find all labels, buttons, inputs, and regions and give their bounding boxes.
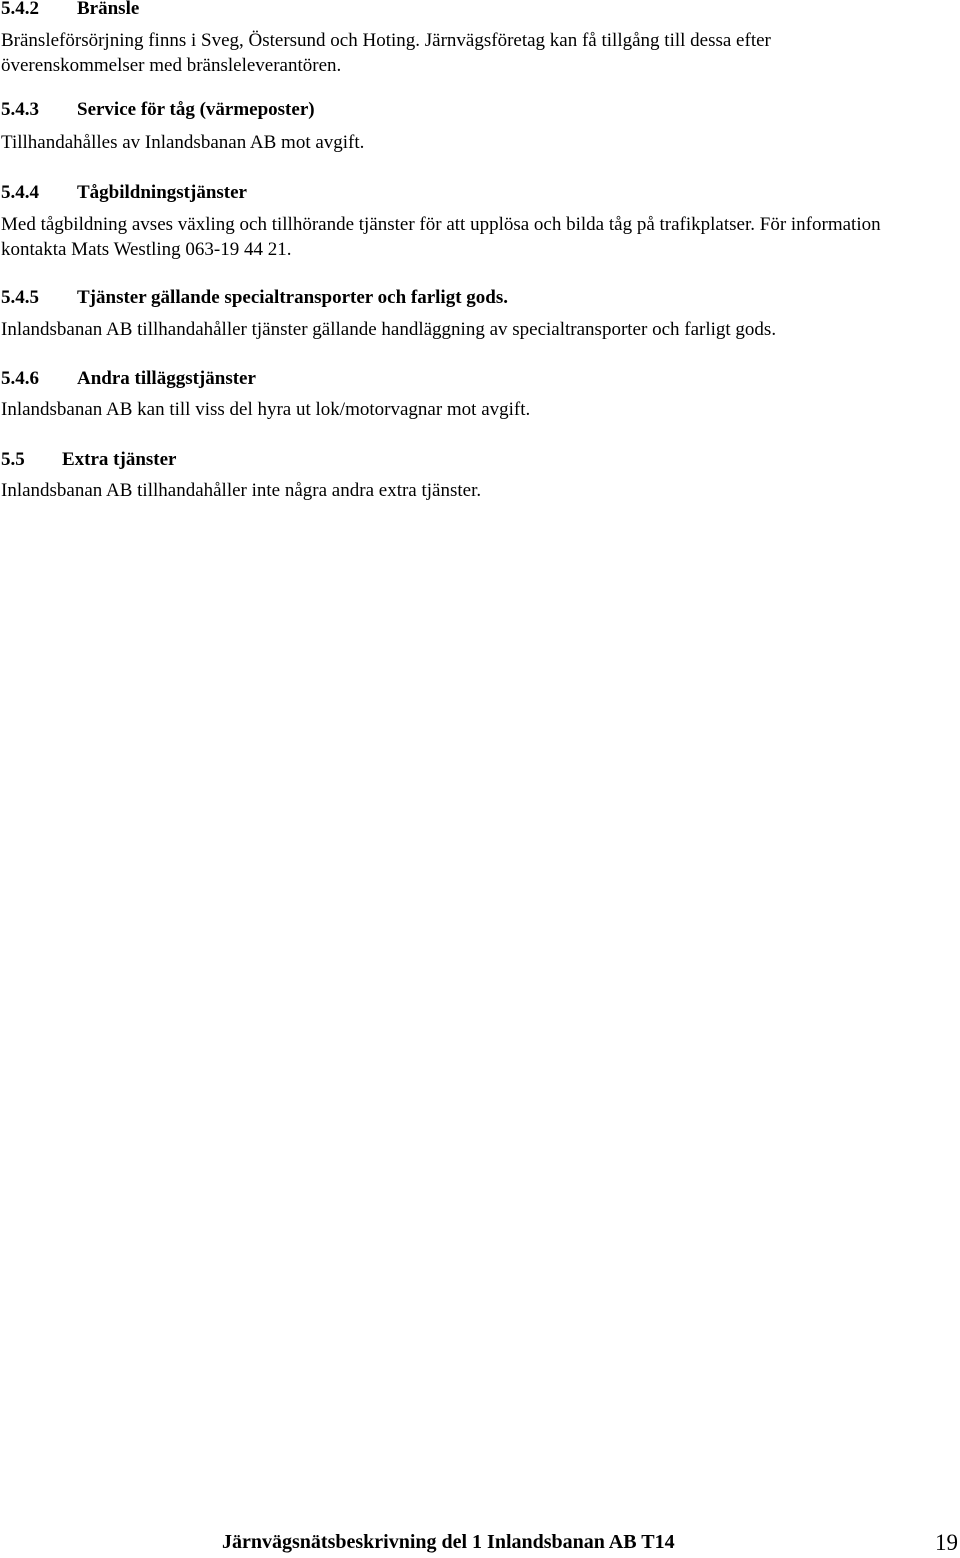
section-body: Bränsleförsörjning finns i Sveg, Östersund och Hoting. Järnvägsföretag kan få tillgång till dessa efter överenskommelser med bränsleleverantören. <box>1 30 771 76</box>
section-number: 5.5 <box>1 449 25 470</box>
section-body: Inlandsbanan AB kan till viss del hyra ut lok/motorvagnar mot avgift. <box>1 399 531 420</box>
section-title: Andra tilläggstjänster <box>77 368 256 389</box>
section-heading <box>1 287 508 309</box>
section-title: Tågbildningstjänster <box>77 182 247 203</box>
section-title: Bränsle <box>77 0 140 19</box>
section-number: 5.4.6 <box>1 368 39 389</box>
section-number: 5.4.3 <box>1 99 39 120</box>
section-heading <box>1 449 177 471</box>
section-heading <box>1 368 256 390</box>
section-body: Inlandsbanan AB tillhandahåller inte några andra extra tjänster. <box>1 480 482 501</box>
section-number: 5.4.4 <box>1 182 39 203</box>
section-title: Extra tjänster <box>62 449 177 470</box>
section-title: Tjänster gällande specialtransporter och farligt gods. <box>77 287 508 308</box>
footer-document-title: Järnvägsnätsbeskrivning del 1 Inlandsbanan AB T14 <box>222 1531 675 1553</box>
section-number: 5.4.5 <box>1 287 39 308</box>
page-number: 19 <box>935 1530 958 1555</box>
section-number: 5.4.2 <box>1 0 39 19</box>
page-footer <box>0 1528 960 1558</box>
section-body: Inlandsbanan AB tillhandahåller tjänster gällande handläggning av specialtransporter och farligt gods. <box>1 319 777 340</box>
section-body: Tillhandahålles av Inlandsbanan AB mot avgift. <box>1 132 365 153</box>
section-heading <box>1 99 315 121</box>
section-body: Med tågbildning avses växling och tillhörande tjänster för att upplösa och bilda tåg på trafikplatser. För information kontakta Mats Westling 063-19 44 21. <box>1 214 881 260</box>
section-title: Service för tåg (värmeposter) <box>77 99 315 120</box>
section-heading <box>1 0 139 20</box>
section-heading <box>1 182 247 204</box>
